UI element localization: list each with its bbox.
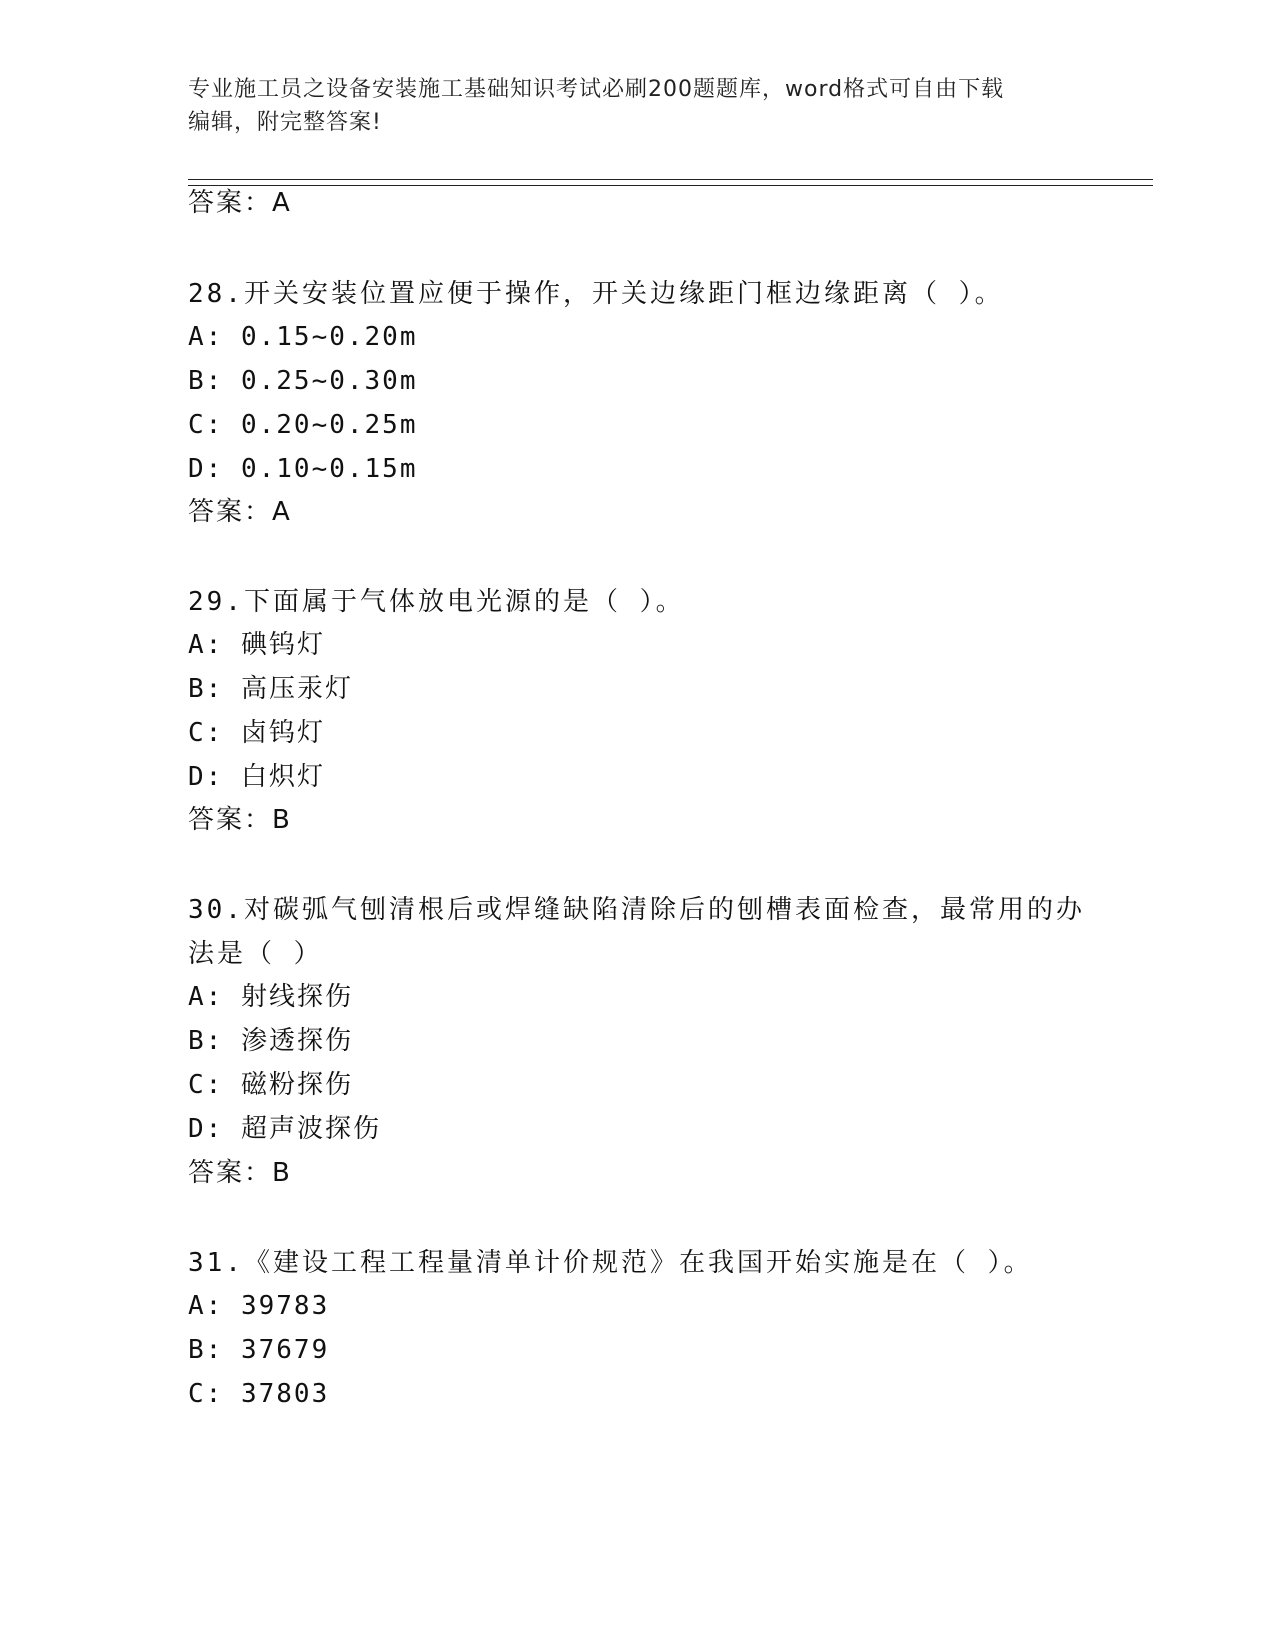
header-line-1: 专业施工员之设备安装施工基础知识考试必刷200题题库，word格式可自由下载 (188, 77, 1005, 102)
option-d: D: 超声波探伤 (188, 1114, 381, 1144)
header-divider (188, 179, 1153, 186)
option-d: D: 白炽灯 (188, 762, 325, 792)
option-c: C: 卤钨灯 (188, 718, 325, 748)
option-c: C: 37803 (188, 1379, 330, 1409)
option-b: B: 37679 (188, 1335, 330, 1365)
question-title-line-2: 法是（ ） (188, 939, 323, 969)
question-title: 31.《建设工程工程量清单计价规范》在我国开始实施是在（ ）。 (188, 1248, 1033, 1278)
option-c: C: 0.20~0.25m (188, 410, 418, 440)
previous-answer: 答案：A (188, 188, 292, 218)
option-c: C: 磁粉探伤 (188, 1070, 353, 1100)
answer: 答案：B (188, 1158, 292, 1188)
answer: 答案：B (188, 805, 292, 835)
option-a: A: 射线探伤 (188, 982, 353, 1012)
header-line-2: 编辑，附完整答案! (188, 110, 382, 135)
option-b: B: 高压汞灯 (188, 674, 353, 704)
option-b: B: 渗透探伤 (188, 1026, 353, 1056)
document-header (188, 73, 1088, 139)
question-title-line-1: 30.对碳弧气刨清根后或焊缝缺陷清除后的刨槽表面检查，最常用的办 (188, 895, 1085, 925)
option-b: B: 0.25~0.30m (188, 366, 418, 396)
question-title: 29.下面属于气体放电光源的是（ ）。 (188, 587, 685, 617)
question-title: 28.开关安装位置应便于操作，开关边缘距门框边缘距离（ ）。 (188, 279, 1004, 309)
option-a: A: 0.15~0.20m (188, 322, 418, 352)
option-a: A: 39783 (188, 1291, 330, 1321)
option-d: D: 0.10~0.15m (188, 454, 418, 484)
document-page (188, 0, 1153, 1650)
answer: 答案：A (188, 497, 292, 527)
option-a: A: 碘钨灯 (188, 630, 325, 660)
